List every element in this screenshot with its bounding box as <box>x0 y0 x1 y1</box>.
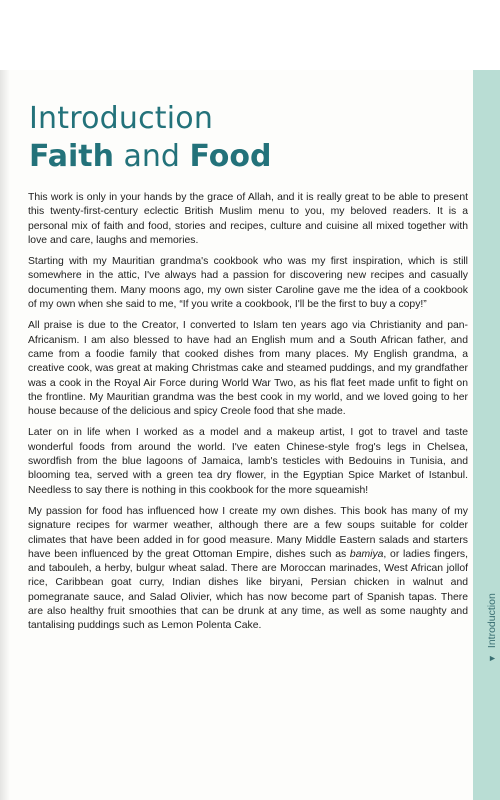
title-word-food: Food <box>189 139 272 174</box>
page-gutter-shadow <box>0 70 10 800</box>
title-word-faith: Faith <box>29 139 114 174</box>
title-line-1: Introduction <box>29 101 214 136</box>
paragraph-5-part-2: , or ladies fingers, and tabouleh, a herby, bulgur wheat salad. There are Moroccan marinades, West African jollof rice, Caribbean goat curry, Indian dishes like biryani, Persian chicken in walnut and pomegranate sauce, and Salad Olivier, which has now become part of Spanish tapas. There are also healthy fruit smoothies that can be drunk at any time, as well as some naughty and tantalising puddings such as Lemon Polenta Cake. <box>28 548 469 632</box>
paragraph-4: Later on in life when I worked as a model and a makeup artist, I got to travel and taste wonderful foods from around the world. I've eaten Chinese-style frog's legs in Chelsea, swordfish from the blue lagoons of Jamaica, lamb's testicles with Bedouins in Tunisia, and blooming tea, served with a green tea dry flower, in the Egyptian Spice Market of Istanbul. Needless to say there is nothing in this cookbook for the more squeamish! <box>28 427 468 496</box>
body-text <box>28 191 468 641</box>
title-word-and: and <box>113 139 190 174</box>
paragraph-2: Starting with my Mauritian grandma's cookbook who was my first inspiration, which is still somewhere in the attic, I've always had a passion for discovering new recipes and casually documenting them. Many moons ago, my own sister Caroline gave me the idea of a cookbook of my own when she said to me, “If you write a cookbook, I'll be the first to buy a copy!” <box>28 256 468 311</box>
paragraph-3: All praise is due to the Creator, I converted to Islam ten years ago via Christianity and pan-Africanism. I am also blessed to have had an English mum and a South African father, and came from a foodie family that cooked dishes from many places. My English grandma, a creative cook, was great at making Christmas cake and steamed puddings, and my grandfather was a cook in the Royal Air Force during World War Two, as his flat feet made unfit to fight on the frontline. My Mauritian grandma was the best cook in my world, and we loved going to her house because of the delicious and spicy Creole food that she made. <box>28 320 468 418</box>
page-title <box>29 100 271 176</box>
chapter-side-tab <box>473 70 500 800</box>
chevron-icon: ▼ <box>487 654 497 663</box>
paragraph-5-italic: bamiya <box>349 548 384 560</box>
paragraph-5-part-1: My passion for food has influenced how I create my own dishes. This book has many of my signature recipes for warmer weather, although there are a few soups suitable for colder climates that have been added in for good measure. Many Middle Eastern salads and starters have been influenced by the great Ottoman Empire, dishes such as <box>28 505 468 560</box>
chapter-side-label-text: Introduction <box>486 593 498 649</box>
paragraph-1: This work is only in your hands by the grace of Allah, and it is really great to be able to present this twenty-first-century eclectic British Muslim menu to you, my beloved readers. It is a personal mix of faith and food, stories and recipes, culture and cuisine all mixed together with love and care, laughs and memories. <box>28 192 468 246</box>
title-line-2 <box>29 138 271 176</box>
paragraph-5 <box>28 505 468 634</box>
